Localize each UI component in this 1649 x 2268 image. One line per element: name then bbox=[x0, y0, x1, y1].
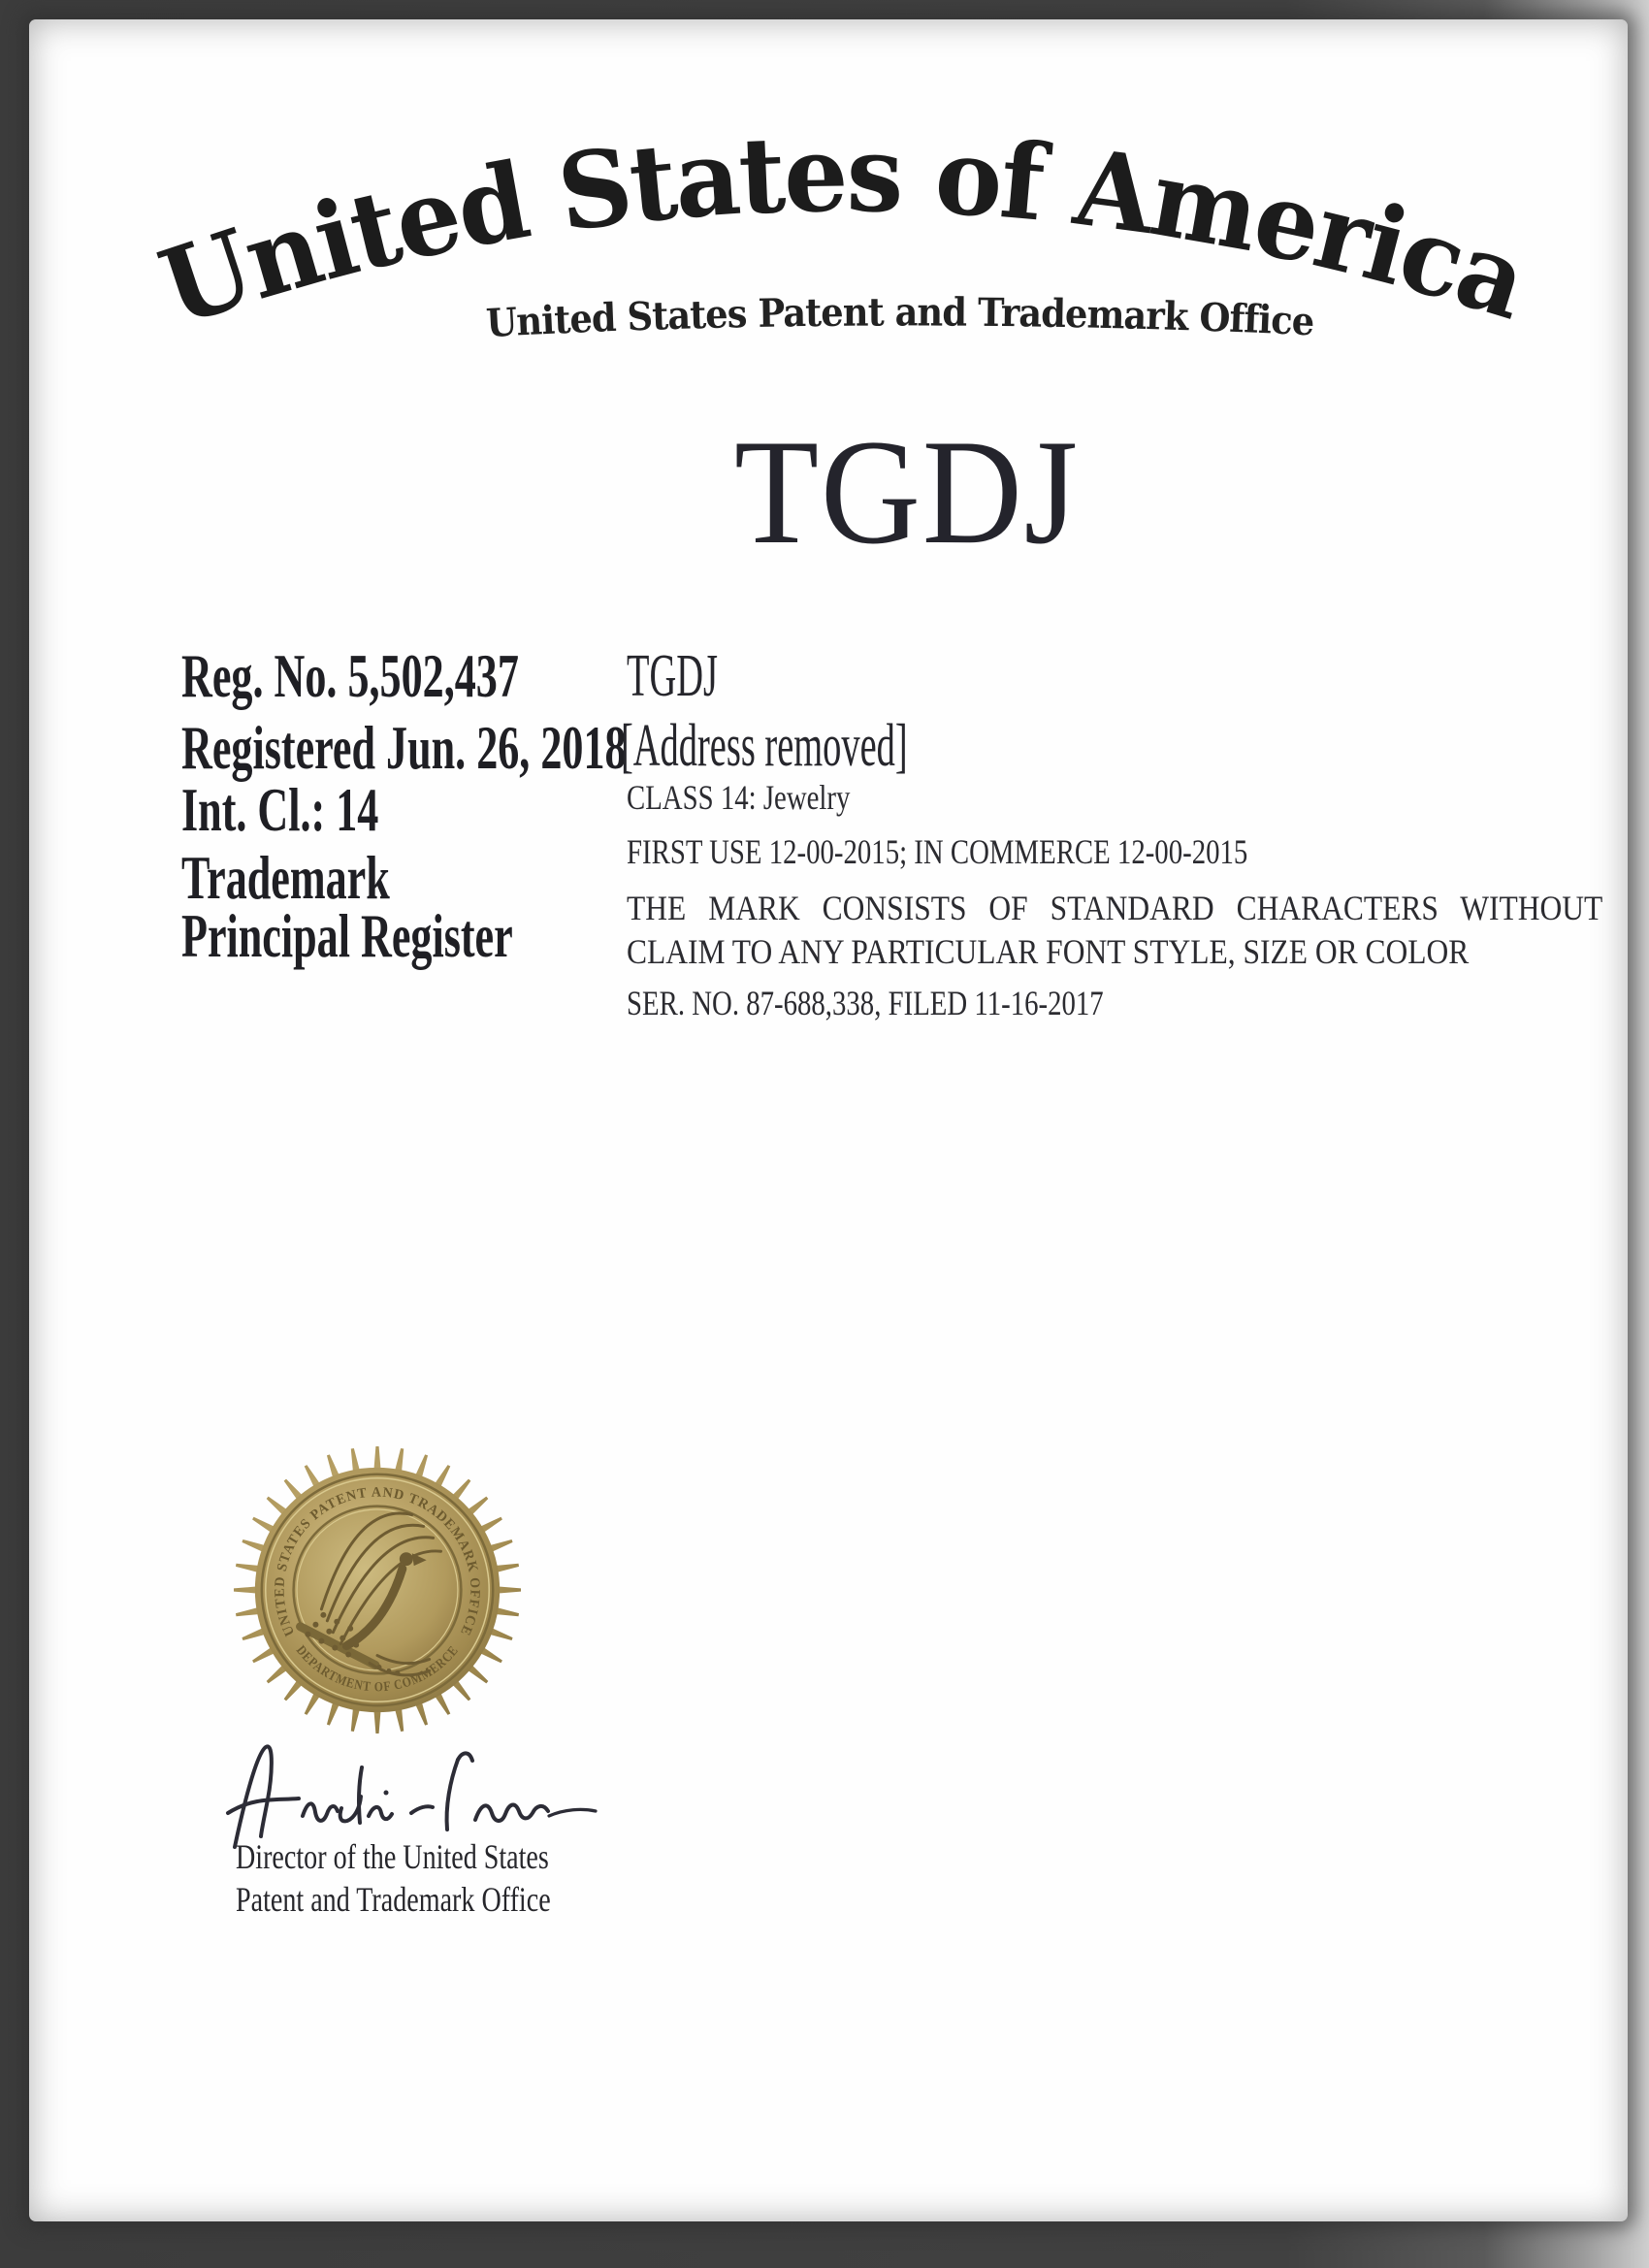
owner-name: TGDJ bbox=[627, 643, 718, 709]
doc-type-line: Trademark bbox=[181, 844, 390, 912]
registered-date-line: Registered Jun. 26, 2018 bbox=[181, 714, 627, 782]
mark-title-text: TGDJ bbox=[734, 408, 1080, 575]
director-title-line2: Patent and Trademark Office bbox=[236, 1880, 551, 1919]
serial-line: SER. NO. 87-688,338, FILED 11-16-2017 bbox=[627, 984, 1104, 1022]
mark-statement: THE MARK CONSISTS OF STANDARD CHARACTERS WITHOUT CLAIM TO ANY PARTICULAR FONT STYLE, SIZE OR COLOR bbox=[627, 889, 1603, 971]
reg-no-line: Reg. No. 5,502,437 bbox=[181, 642, 519, 710]
seal-center-disc bbox=[294, 1507, 462, 1674]
int-class-line: Int. Cl.: 14 bbox=[181, 776, 379, 844]
director-title-line1: Director of the United States bbox=[236, 1837, 549, 1876]
class-line: CLASS 14: Jewelry bbox=[627, 778, 851, 817]
mark-title bbox=[734, 408, 1110, 575]
register-type-line: Principal Register bbox=[181, 902, 513, 970]
first-use-line: FIRST USE 12-00-2015; IN COMMERCE 12-00-2015 bbox=[627, 832, 1248, 871]
country-header-text: United States of America bbox=[146, 113, 1542, 350]
uspto-gold-seal bbox=[233, 1445, 522, 1734]
header-arch bbox=[0, 0, 1649, 407]
seal-bottom-text: DEPARTMENT OF COMMERCE bbox=[292, 1641, 464, 1696]
office-header-text: United States Patent and Trademark Office bbox=[485, 289, 1317, 347]
seal-top-text: UNITED STATES PATENT AND TRADEMARK OFFICE bbox=[272, 1484, 483, 1639]
owner-address: [Address removed] bbox=[621, 713, 908, 779]
